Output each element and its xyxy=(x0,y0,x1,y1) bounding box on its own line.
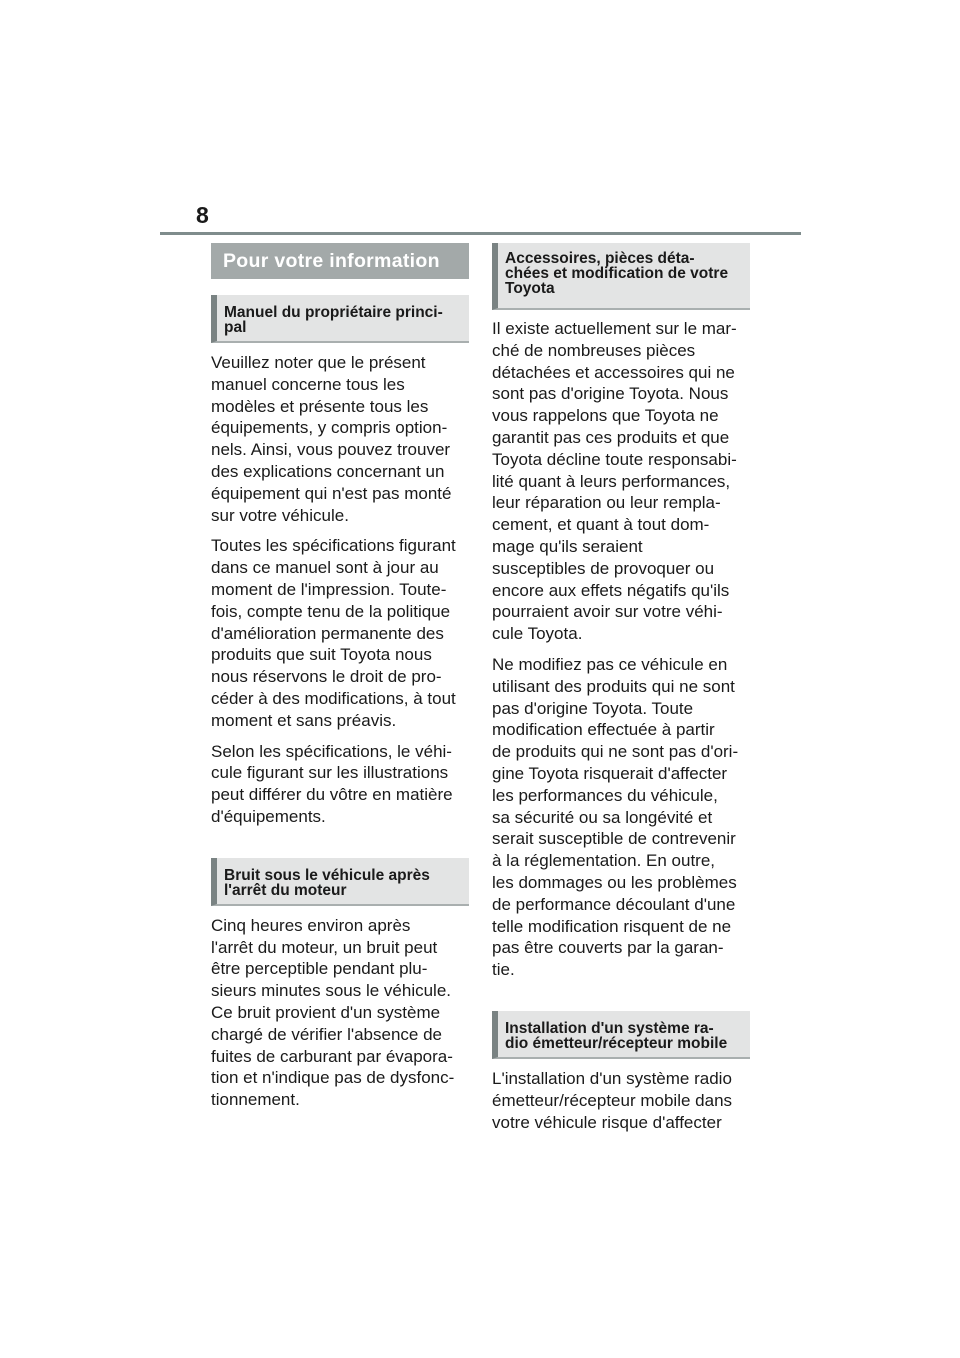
header-rule xyxy=(160,232,801,235)
text-line: dans ce manuel sont à jour au xyxy=(211,558,439,578)
text-line: utilisant des produits qui ne sont xyxy=(492,676,735,696)
text-line: d'amélioration permanente des xyxy=(211,623,444,643)
text-line: manuel concerne tous les xyxy=(211,374,405,394)
text-line: cement, et quant à tout dom- xyxy=(492,515,710,535)
subheading-mobile-radio-installation xyxy=(492,1011,750,1059)
text-line: vous rappelons que Toyota ne xyxy=(492,406,719,426)
text-line: Il existe actuellement sur le mar- xyxy=(492,319,737,338)
heading-line: Accessoires, pièces déta- xyxy=(505,250,695,267)
subheading-accessories-parts xyxy=(492,243,750,310)
text-line: Ce bruit provient d'un système xyxy=(211,1002,441,1022)
text-line: l'arrêt du moteur, un bruit peut xyxy=(211,937,438,957)
text-line: pas être couverts par la garan- xyxy=(492,938,724,958)
text-line: mage qu'ils seraient xyxy=(492,536,643,556)
text-line: Ne modifiez pas ce véhicule en xyxy=(492,654,728,674)
text-line: d'équipements. xyxy=(211,806,326,826)
text-line: moment et sans préavis. xyxy=(211,710,397,730)
text-line: sont pas d'origine Toyota. Nous xyxy=(492,384,729,404)
text-line: gine Toyota risquerait d'affecter xyxy=(492,763,728,783)
text-line: émetteur/récepteur mobile dans xyxy=(492,1090,733,1110)
text-line: garantit pas ces produits et que xyxy=(492,427,730,447)
text-line: détachées et accessoires qui ne xyxy=(492,362,735,382)
heading-line: pal xyxy=(224,319,247,336)
text-line: être perceptible pendant plu- xyxy=(211,959,428,979)
subheading-owners-manual xyxy=(211,295,469,343)
text-line: tion et n'indique pas de dysfonc- xyxy=(211,1068,455,1088)
paragraph xyxy=(211,741,469,828)
text-line: pas d'origine Toyota. Toute xyxy=(492,698,694,718)
text-line: cule Toyota. xyxy=(492,624,583,644)
text-line: cule figurant sur les illustrations xyxy=(211,763,449,783)
text-line: Cinq heures environ après xyxy=(211,915,411,935)
text-line: encore aux effets négatifs qu'ils xyxy=(492,580,730,600)
left-column xyxy=(211,243,469,1111)
text-line: sieurs minutes sous le véhicule. xyxy=(211,981,452,1001)
heading-line: Toyota xyxy=(505,280,555,297)
text-line: L'installation d'un système radio xyxy=(492,1068,732,1088)
text-line: sa sécurité ou sa longévité et xyxy=(492,807,713,827)
paragraph xyxy=(492,654,750,981)
text-line: moment de l'impression. Toute- xyxy=(211,579,447,599)
text-line: céder à des modifications, à tout xyxy=(211,688,456,708)
text-line: Selon les spécifications, le véhi- xyxy=(211,741,452,761)
text-line: modification effectuée à partir xyxy=(492,720,715,740)
paragraph xyxy=(211,915,469,1111)
text-line: lité quant à leurs performances, xyxy=(492,471,731,491)
heading-line: dio émetteur/récepteur mobile xyxy=(505,1034,728,1052)
text-line: Toutes les spécifications figurant xyxy=(211,536,456,556)
paragraph xyxy=(211,535,469,731)
text-line: fuites de carburant par évapora- xyxy=(211,1046,453,1066)
heading-line: l'arrêt du moteur xyxy=(224,881,347,899)
page-number: 8 xyxy=(196,202,209,228)
text-line: votre véhicule risque d'affecter xyxy=(492,1112,722,1132)
text-line: sur votre véhicule. xyxy=(211,505,349,525)
text-line: nous réservons le droit de pro- xyxy=(211,667,442,687)
text-line: Toyota décline toute responsabi- xyxy=(492,449,737,469)
text-line: de performance découlant d'une xyxy=(492,894,736,914)
text-line: tionnement. xyxy=(211,1090,300,1110)
text-line: pourraient avoir sur votre véhi- xyxy=(492,602,723,622)
text-line: équipements, y compris option- xyxy=(211,418,448,438)
text-line: leur réparation ou leur rempla- xyxy=(492,493,721,513)
text-line: susceptibles de provoquer ou xyxy=(492,558,715,578)
text-line: modèles et présente tous les xyxy=(211,396,429,416)
text-line: peut différer du vôtre en matière xyxy=(211,785,453,805)
text-line: tie. xyxy=(492,960,515,980)
text-line: à la réglementation. En outre, xyxy=(492,851,716,871)
text-line: telle modification risquent de ne xyxy=(492,916,732,936)
section-title: Pour votre information xyxy=(211,243,469,279)
text-line: des explications concernant un xyxy=(211,461,445,481)
heading-line: Installation d'un système ra- xyxy=(505,1019,714,1037)
text-line: les performances du véhicule, xyxy=(492,785,718,805)
text-line: serait susceptible de contrevenir xyxy=(492,829,736,849)
subheading-noise-after-engine-stop xyxy=(211,858,469,906)
paragraph xyxy=(492,1068,750,1133)
heading-line: chées et modification de votre xyxy=(505,265,729,282)
paragraph xyxy=(211,352,469,526)
paragraph xyxy=(492,318,750,645)
text-line: Veuillez noter que le présent xyxy=(211,353,426,372)
heading-line: Manuel du propriétaire princi- xyxy=(224,304,443,321)
text-line: chargé de vérifier l'absence de xyxy=(211,1024,442,1044)
right-column xyxy=(492,243,750,1133)
text-line: produits que suit Toyota nous xyxy=(211,645,432,665)
text-line: nels. Ainsi, vous pouvez trouver xyxy=(211,440,451,460)
text-line: ché de nombreuses pièces xyxy=(492,340,696,360)
heading-line: Bruit sous le véhicule après xyxy=(224,866,430,884)
text-line: équipement qui n'est pas monté xyxy=(211,483,452,503)
text-line: de produits qui ne sont pas d'ori- xyxy=(492,742,739,762)
text-line: les dommages ou les problèmes xyxy=(492,872,737,892)
text-line: fois, compte tenu de la politique xyxy=(211,601,451,621)
